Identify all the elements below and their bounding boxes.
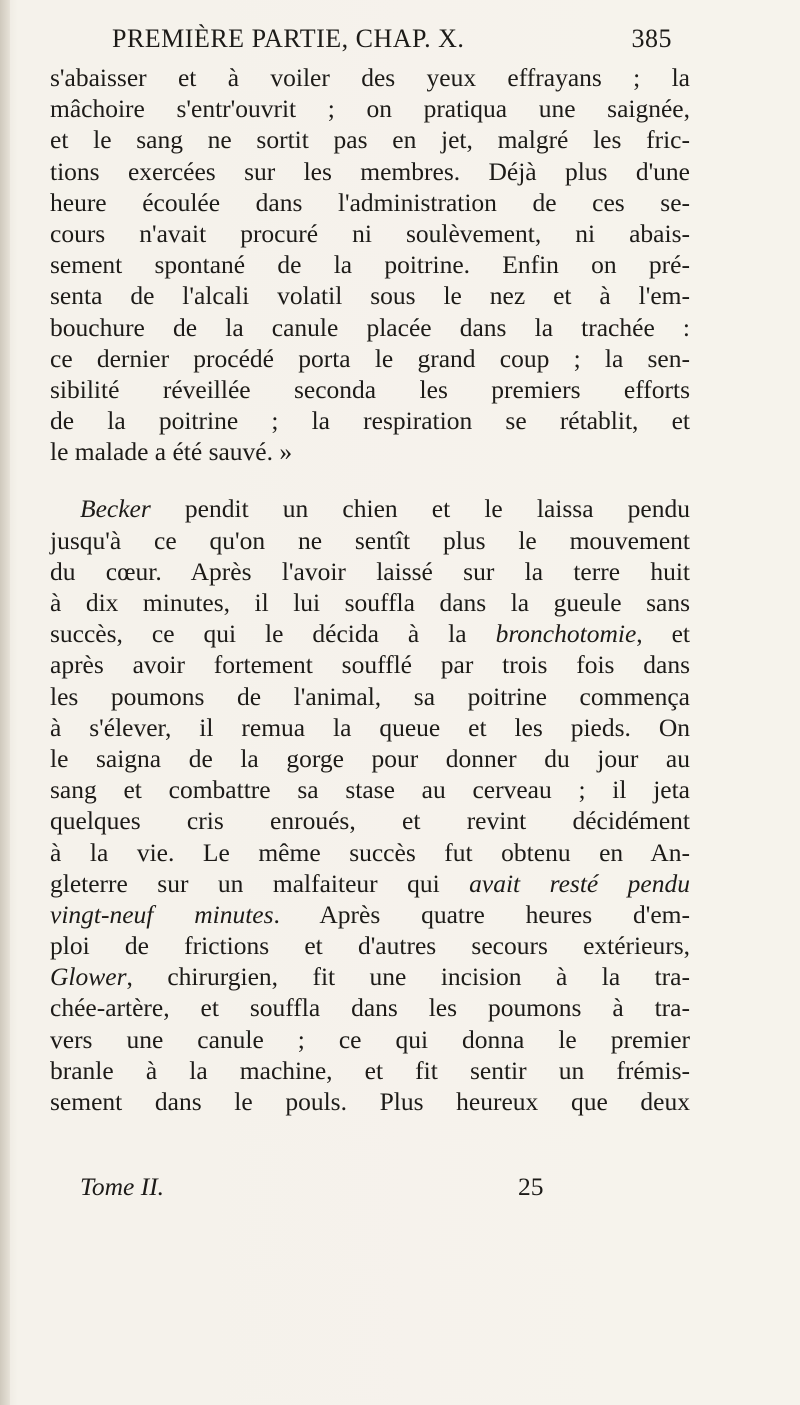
text-line (50, 961, 690, 992)
page-footer (80, 1172, 660, 1206)
text-line: quelques cris enroués, et revint décidément (50, 806, 690, 836)
text-line: à la vie. Le même succès fut obtenu en An- (50, 837, 690, 867)
text-line: de la poitrine ; la respiration se rétablit, et (50, 406, 690, 436)
text-line: sang et combattre sa stase au cerveau ; il jeta (50, 775, 690, 805)
text-line: s'abaisser et à voiler des yeux effrayans ; la (50, 63, 690, 92)
text-fragment: succès, ce qui le décida à la (50, 619, 496, 649)
term-bronchotomie: bronchotomie (495, 619, 637, 649)
text-line (50, 618, 690, 649)
header-title: PREMIÈRE PARTIE, CHAP. X. (112, 24, 465, 53)
text-line: le saigna de la gorge pour donner du jour au (50, 743, 690, 773)
text-line: mâchoire s'entr'ouvrit ; on pratiqua une saignée, (50, 94, 690, 124)
body-text (50, 62, 690, 1117)
text-line: à s'élever, il remua la queue et les pieds. On (50, 712, 690, 742)
text-line: le malade a été sauvé. » (50, 437, 293, 467)
author-name-glower: Glower (50, 962, 127, 992)
text-line: après avoir fortement soufflé par trois fois dans (50, 650, 690, 680)
text-line: et le sang ne sortit pas en jet, malgré les fric- (50, 125, 690, 155)
text-line: heure écoulée dans l'administration de ces se- (50, 187, 690, 217)
text-fragment: pendit un chien et le laissa pendu (150, 494, 690, 524)
text-line: senta de l'alcali volatil sous le nez et à l'em- (50, 281, 690, 311)
text-line: à dix minutes, il lui souffla dans la gueule sans (50, 588, 690, 617)
text-line: du cœur. Après l'avoir laissé sur la terre huit (50, 556, 690, 586)
text-line: sibilité réveillée seconda les premiers efforts (50, 374, 690, 404)
text-fragment: , chirurgien, fit une incision à la tra- (126, 962, 690, 992)
paragraph-gap (50, 467, 690, 493)
text-line: tions exercées sur les membres. Déjà plus d'une (50, 156, 690, 186)
text-line (50, 493, 690, 524)
text-fragment: gleterre sur un malfaiteur qui (50, 868, 470, 898)
text-line: bouchure de la canule placée dans la trachée : (50, 312, 690, 342)
page-number: 385 (631, 24, 672, 53)
author-name-becker: Becker (80, 494, 151, 524)
text-line: ce dernier procédé porta le grand coup ; la sen- (50, 343, 690, 373)
text-line: jusqu'à ce qu'on ne sentît plus le mouvement (50, 525, 690, 555)
text-fragment: . Après quatre heures d'em- (273, 899, 690, 929)
text-fragment: , et (636, 619, 691, 649)
text-line: ploi de frictions et d'autres secours extérieurs, (50, 931, 690, 961)
italic-phrase: avait resté pendu (469, 868, 690, 898)
text-line: cours n'avait procuré ni soulèvement, ni abais- (50, 218, 690, 248)
text-line: chée-artère, et souffla dans les poumons à tra- (50, 993, 690, 1023)
text-line: branle à la machine, et fit sentir un frémis- (50, 1055, 690, 1085)
text-line: sement dans le pouls. Plus heureux que deux (50, 1087, 690, 1116)
running-header (112, 24, 672, 64)
text-line: les poumons de l'animal, sa poitrine commença (50, 681, 690, 711)
text-line (50, 899, 690, 930)
page-spine-shadow (0, 0, 10, 1405)
text-line: vers une canule ; ce qui donna le premier (50, 1024, 690, 1054)
volume-label: Tome II. (80, 1172, 165, 1201)
italic-phrase: vingt-neuf minutes (50, 899, 274, 929)
text-line (50, 868, 690, 899)
signature-mark: 25 (518, 1172, 544, 1201)
text-line: sement spontané de la poitrine. Enfin on pré- (50, 250, 690, 280)
